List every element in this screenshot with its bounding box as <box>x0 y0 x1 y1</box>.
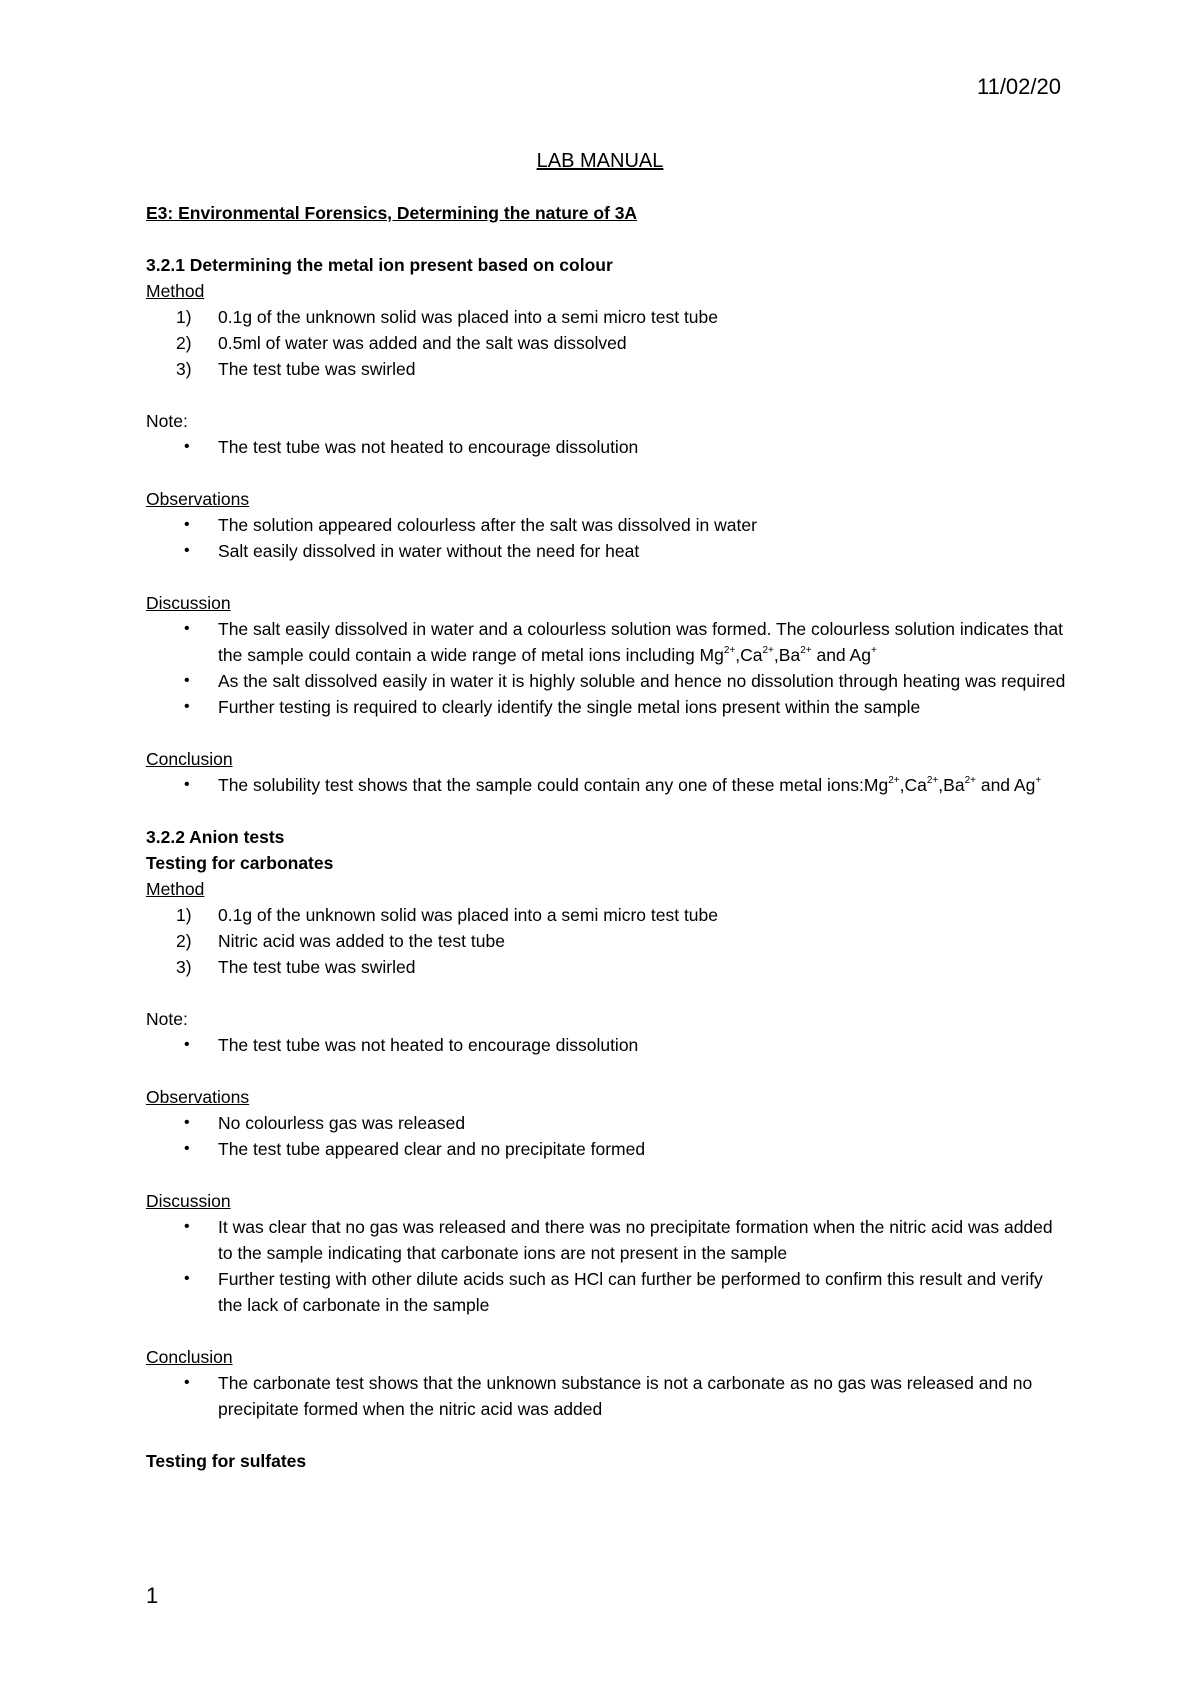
method-label: Method <box>146 879 205 899</box>
list-item: 2) 0.5ml of water was added and the salt was dissolved <box>176 333 627 353</box>
list-item: 3) The test tube was swirled <box>176 359 416 379</box>
discussion-list <box>146 616 1066 720</box>
list-item: • The test tube was not heated to encourage dissolution <box>184 437 639 457</box>
observations-list <box>146 1110 1066 1162</box>
note-label: Note: <box>146 1009 188 1029</box>
conclusion-list <box>146 1370 1066 1422</box>
list-item: • The test tube was not heated to encourage dissolution <box>184 1035 639 1055</box>
subsection-heading: Testing for sulfates <box>146 1451 307 1471</box>
method-list <box>146 304 1066 382</box>
list-item: • The solution appeared colourless after the salt was dissolved in water <box>184 515 757 535</box>
discussion-label: Discussion <box>146 593 231 613</box>
list-item: • Salt easily dissolved in water without the need for heat <box>184 541 640 561</box>
document-title: LAB MANUAL <box>536 150 664 172</box>
list-item: 1) 0.1g of the unknown solid was placed into a semi micro test tube <box>176 307 718 327</box>
list-item: • Further testing is required to clearly identify the single metal ions present within the sample <box>184 697 921 717</box>
conclusion-label: Conclusion <box>146 749 233 769</box>
list-item: • The carbonate test shows that the unknown substance is not a carbonate as no gas was released and no precipitate formed when the nitric acid was added <box>184 1373 1033 1419</box>
subsection-heading: Testing for carbonates <box>146 853 334 873</box>
conclusion-label: Conclusion <box>146 1347 233 1367</box>
list-item: • No colourless gas was released <box>184 1113 466 1133</box>
list-item: • Further testing with other dilute acids such as HCl can further be performed to confirm this result and verify the lack of carbonate in the sample <box>184 1269 1043 1315</box>
observations-label: Observations <box>146 489 250 509</box>
section-heading: 3.2.2 Anion tests <box>146 827 285 847</box>
list-item: • The solubility test shows that the sample could contain any one of these metal $ions:Mg^{2+},Ca^{2+},Ba^{2+}$ and Ag+ <box>184 775 1042 795</box>
conclusion-list <box>146 772 1066 798</box>
list-item: • The salt easily dissolved in water and a colourless solution was formed. The colourless solution indicates that the sample could contain a wide range of metal ions including $Mg^{2+},Ca^{2+},Ba^{2+}$ and Ag+ <box>184 619 1063 665</box>
observations-list <box>146 512 1066 564</box>
section-heading: 3.2.1 Determining the metal ion present based on colour <box>146 255 613 275</box>
note-label: Note: <box>146 411 188 431</box>
list-item: 3) The test tube was swirled <box>176 957 416 977</box>
note-list <box>146 1032 1066 1058</box>
document-body <box>146 200 1066 1474</box>
list-item: 1) 0.1g of the unknown solid was placed into a semi micro test tube <box>176 905 718 925</box>
document-date: 11/02/20 <box>976 74 1061 99</box>
method-list <box>146 902 1066 980</box>
list-item: • It was clear that no gas was released and there was no precipitate formation when the nitric acid was added to the sample indicating that carbonate ions are not present in the sample <box>184 1217 1053 1263</box>
list-item: 2) Nitric acid was added to the test tube <box>176 931 505 951</box>
discussion-list <box>146 1214 1066 1318</box>
note-list <box>146 434 1066 460</box>
method-label: Method <box>146 281 205 301</box>
observations-label: Observations <box>146 1087 250 1107</box>
page-number: 1 <box>146 1583 159 1608</box>
discussion-label: Discussion <box>146 1191 231 1211</box>
list-item: • The test tube appeared clear and no precipitate formed <box>184 1139 646 1159</box>
list-item: • As the salt dissolved easily in water it is highly soluble and hence no dissolution through heating was required <box>184 671 1066 691</box>
experiment-heading: E3: Environmental Forensics, Determining the nature of 3A <box>146 203 638 223</box>
